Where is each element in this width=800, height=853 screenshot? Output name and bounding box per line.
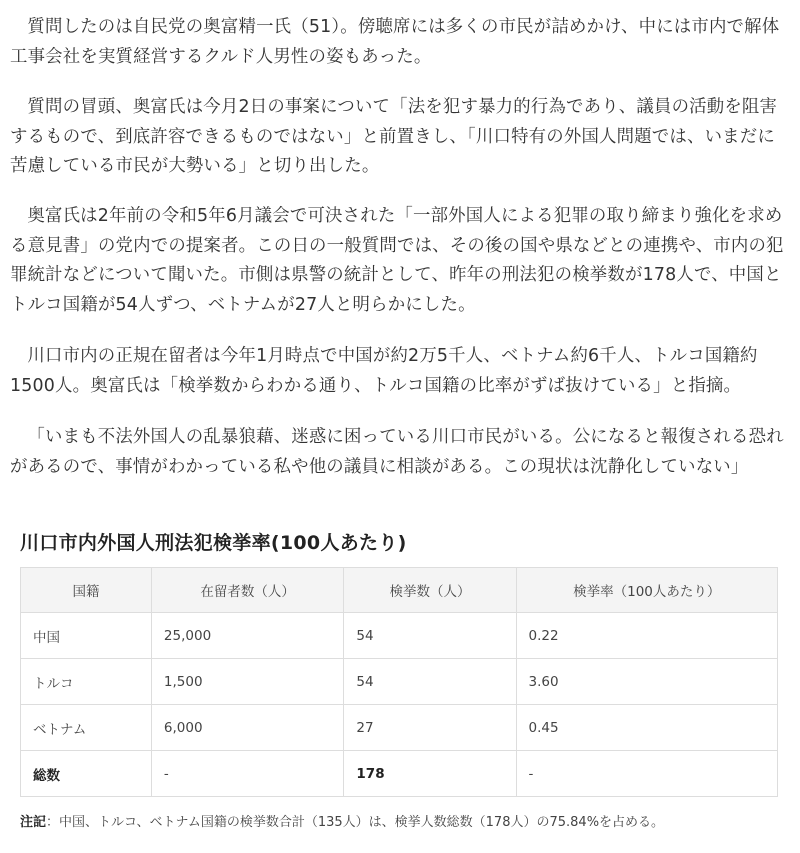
paragraph: 奥富氏は2年前の令和5年6月議会で可決された「一部外国人による犯罪の取り締まり強化を求める意見書」の党内での提案者。この日の一般質問では、その後の国や県などとの連携や、市内の犯罪統計などについて聞いた。市側は県警の統計として、昨年の刑法犯の検挙数が178人で、中国とトルコ国籍が54人ずつ、ベトナムが27人と明らかにした。 (10, 206, 784, 315)
column-header-rate: 検挙率（100人あたり） (516, 568, 777, 613)
table-total-row (21, 751, 778, 797)
cell-arrests: 54 (344, 659, 516, 705)
cell-arrests: 27 (344, 705, 516, 751)
cell-rate: 0.45 (516, 705, 777, 751)
cell-total-arrests: 178 (344, 751, 516, 797)
paragraph: 川口市内の正規在留者は今年1月時点で中国が約2万5千人、ベトナム約6千人、トルコ国籍約1500人。奥富氏は「検挙数からわかる通り、トルコ国籍の比率がずば抜けている」と指摘。 (10, 346, 758, 396)
table-row (21, 705, 778, 751)
stats-table (20, 567, 778, 797)
footnote-text: ：中国、トルコ、ベトナム国籍の検挙数合計（135人）は、検挙人数総数（178人）の75.84%を占める。 (46, 815, 665, 830)
cell-total-rate: - (516, 751, 777, 797)
column-header-arrests: 検挙数（人） (344, 568, 516, 613)
footnote (20, 811, 664, 830)
cell-residents: 1,500 (151, 659, 343, 705)
table-title: 川口市内外国人刑法犯検挙率(100人あたり) (20, 532, 407, 554)
footnote-label: 注記 (20, 815, 47, 830)
cell-nationality: トルコ (21, 659, 152, 705)
column-header-nationality: 国籍 (21, 568, 152, 613)
cell-residents: 6,000 (151, 705, 343, 751)
paragraph: 質問したのは自民党の奥富精一氏（51）。傍聴席には多くの市民が詰めかけ、中には市内で解体工事会社を実質経営するクルド人男性の姿もあった。 (10, 17, 780, 67)
table-header-row (21, 568, 778, 613)
table-row (21, 659, 778, 705)
cell-nationality: 中国 (21, 613, 152, 659)
column-header-residents: 在留者数（人） (151, 568, 343, 613)
table-row (21, 613, 778, 659)
cell-arrests: 54 (344, 613, 516, 659)
paragraph: 「いまも不法外国人の乱暴狼藉、迷惑に困っている川口市民がいる。公になると報復される恐れがあるので、事情がわかっている私や他の議員に相談がある。この現状は沈静化していない」 (10, 427, 784, 477)
cell-rate: 0.22 (516, 613, 777, 659)
paragraph: 質問の冒頭、奥富氏は今月2日の事案について「法を犯す暴力的行為であり、議員の活動を阻害するもので、到底許容できるものではない」と前置きし、「川口特有の外国人問題では、いまだに苦慮している市民が大勢いる」と切り出した。 (10, 97, 778, 176)
cell-nationality: ベトナム (21, 705, 152, 751)
cell-total-residents: - (151, 751, 343, 797)
cell-total-label: 総数 (21, 751, 152, 797)
cell-rate: 3.60 (516, 659, 777, 705)
cell-residents: 25,000 (151, 613, 343, 659)
